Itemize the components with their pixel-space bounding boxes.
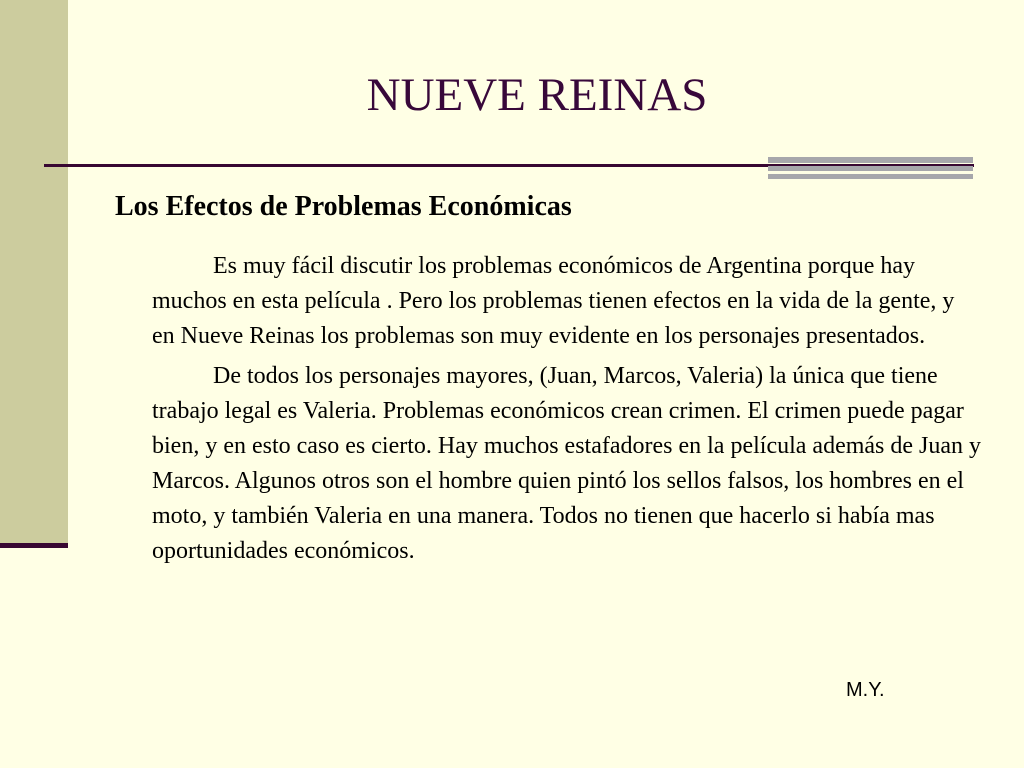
- paragraph: Es muy fácil discutir los problemas económicos de Argentina porque hay muchos en esta película . Pero los problemas tienen efectos en la vida de la gente, y en Nueve Reinas los problemas son muy evidente en los personajes presentados.: [152, 253, 955, 349]
- decorative-gray-bar: [768, 166, 973, 171]
- slide-title: NUEVE REINAS: [366, 69, 708, 121]
- body-text: [152, 249, 982, 574]
- author-signature: M.Y.: [846, 679, 885, 701]
- left-band-rule: [0, 543, 68, 548]
- decorative-gray-bar: [768, 157, 973, 163]
- slide-subtitle: Los Efectos de Problemas Económicas: [115, 191, 572, 222]
- decorative-gray-bar: [768, 174, 973, 179]
- paragraph: De todos los personajes mayores, (Juan, Marcos, Valeria) la única que tiene trabajo legal es Valeria. Problemas económicos crean crimen. El crimen puede pagar bien, y en esto caso es cierto. Hay muchos estafadores en la película además de Juan y Marcos. Algunos otros son el hombre quien pintó los sellos falsos, los hombres en el moto, y también Valeria en una manera. Todos no tienen que hacerlo si había mas oportunidades económicos.: [152, 363, 982, 564]
